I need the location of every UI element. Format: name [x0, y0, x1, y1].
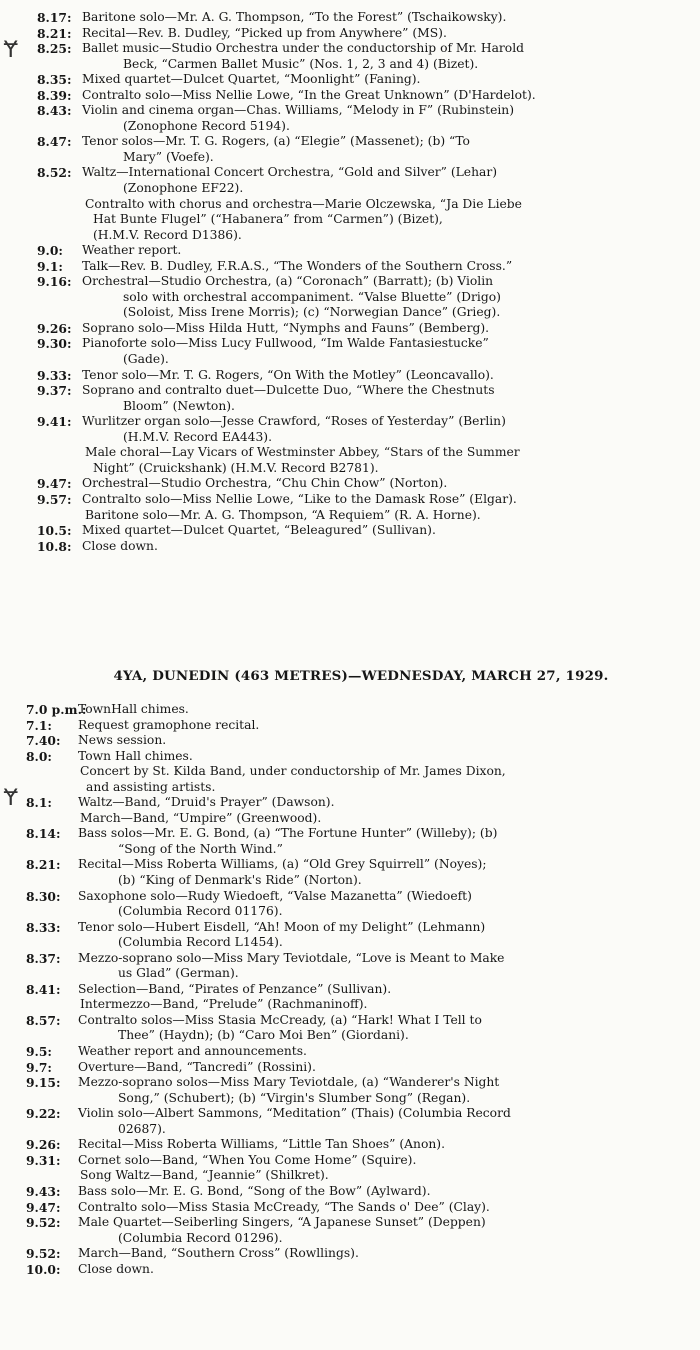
entry-text-line: News session. — [78, 733, 167, 748]
entry-text-line: Soprano solo—Miss Hilda Hutt, “Nymphs and Fauns” (Bemberg). — [82, 320, 490, 335]
entry-description — [78, 749, 692, 765]
programme-entry — [0, 997, 700, 1013]
entry-description — [82, 321, 692, 337]
entry-description — [78, 1246, 692, 1262]
programme-entries — [0, 702, 700, 1277]
entry-time: 9.43: — [26, 1183, 61, 1199]
entry-text-line: TownHall chimes. — [78, 702, 189, 716]
entry-description — [85, 197, 692, 244]
entry-text-line: Mary” (Voefe). — [123, 149, 214, 164]
programme-entry — [0, 508, 700, 524]
entry-text-line: and assisting artists. — [86, 779, 216, 794]
entry-time: 9.41: — [37, 414, 72, 430]
entry-text-line: solo with orchestral accompaniment. “Valse Bluette” (Drigo) — [123, 289, 501, 304]
entry-text-line: (Zonophone Record 5194). — [123, 118, 290, 133]
entry-description — [78, 1075, 692, 1106]
entry-description — [78, 857, 692, 888]
programme-entry — [0, 1153, 700, 1169]
entry-time: 8.21: — [37, 25, 72, 41]
programme-entry — [0, 26, 700, 42]
entry-text-line: Recital—Rev. B. Dudley, “Picked up from Anywhere” (MS). — [82, 25, 447, 40]
entry-text-line: Thee” (Haydn); (b) “Caro Moi Ben” (Giordani). — [118, 1028, 409, 1043]
programme-entry — [0, 718, 700, 734]
programme-entry — [0, 539, 700, 555]
programme-entry — [0, 274, 700, 321]
programme-entry — [0, 1246, 700, 1262]
entry-time: 7.40: — [26, 733, 61, 749]
entry-description — [82, 165, 692, 196]
entry-text-line: (Zonophone EF22). — [123, 181, 244, 196]
programme-entry — [0, 733, 700, 749]
entry-text-line: Concert by St. Kilda Band, under conductorship of Mr. James Dixon, — [80, 764, 506, 779]
entry-time: 9.47: — [37, 476, 72, 492]
entry-description — [80, 764, 692, 795]
entry-description — [80, 1168, 692, 1184]
entry-text-line: Town Hall chimes. — [78, 748, 193, 763]
entry-text-line: Mixed quartet—Dulcet Quartet, “Beleagured” (Sullivan). — [82, 523, 436, 538]
entry-time: 8.43: — [37, 103, 72, 119]
entry-text-line: (b) “King of Denmark's Ride” (Norton). — [118, 873, 362, 888]
entry-time: 8.14: — [26, 826, 61, 842]
entry-description — [78, 795, 692, 811]
entry-description — [82, 41, 692, 72]
entry-text-line: Bass solos—Mr. E. G. Bond, (a) “The Fortune Hunter” (Willeby); (b) — [78, 826, 498, 841]
programme-entry — [0, 826, 700, 857]
entry-text-line: (Columbia Record 01176). — [118, 904, 283, 919]
entry-time: 7.1: — [26, 717, 52, 733]
programme-entry — [0, 243, 700, 259]
station-heading: 4YA, DUNEDIN (463 METRES)—WEDNESDAY, MARCH 27, 1929. — [113, 668, 609, 684]
entry-time: 9.52: — [26, 1246, 61, 1262]
entry-description — [80, 811, 692, 827]
entry-time: 8.41: — [26, 981, 61, 997]
entry-description — [82, 134, 692, 165]
entry-description — [78, 1200, 692, 1216]
entry-time: 9.26: — [26, 1137, 61, 1153]
programme-entry — [0, 1075, 700, 1106]
entry-time: 8.30: — [26, 888, 61, 904]
entry-text-line: Close down. — [78, 1261, 154, 1276]
entry-description — [82, 383, 692, 414]
entry-time: 9.15: — [26, 1075, 61, 1091]
programme-entry — [0, 889, 700, 920]
entry-text-line: (Soloist, Miss Irene Morris); (c) “Norwegian Dance” (Grieg). — [123, 305, 501, 320]
entry-description — [82, 103, 692, 134]
programme-list-dunedin — [0, 668, 700, 1277]
entry-description — [82, 274, 692, 321]
entry-text-line: (Gade). — [123, 352, 169, 367]
entry-time: 8.21: — [26, 857, 61, 873]
programme-entry — [0, 10, 700, 26]
entry-text-line: (H.M.V. Record EA443). — [123, 429, 272, 444]
entry-time: 8.39: — [37, 87, 72, 103]
entry-description — [78, 889, 692, 920]
entry-description — [82, 414, 692, 445]
entry-description — [82, 368, 692, 384]
programme-entry — [0, 1184, 700, 1200]
entry-description — [78, 951, 692, 982]
entry-time: 9.0: — [37, 243, 63, 259]
entry-description — [78, 1013, 692, 1044]
programme-entry — [0, 1168, 700, 1184]
entry-text-line: Male Quartet—Seiberling Singers, “A Japanese Sunset” (Deppen) — [78, 1215, 486, 1230]
entry-text-line: Ballet music—Studio Orchestra under the conductorship of Mr. Harold — [82, 41, 525, 56]
entry-text-line: Orchestral—Studio Orchestra, (a) “Coronach” (Barratt); (b) Violin — [82, 274, 494, 289]
entry-text-line: Violin and cinema organ—Chas. Williams, “Melody in F” (Rubinstein) — [82, 103, 514, 118]
entry-description — [80, 997, 692, 1013]
entry-time: 10.0: — [26, 1261, 61, 1277]
entry-time: 9.1: — [37, 258, 63, 274]
programme-entry — [0, 368, 700, 384]
entry-time: 8.17: — [37, 10, 72, 25]
pencil-tick-mark-icon: Ɏ — [4, 38, 18, 63]
entry-time: 8.57: — [26, 1012, 61, 1028]
programme-entry — [0, 857, 700, 888]
entry-text-line: Mezzo-soprano solo—Miss Mary Teviotdale, “Love is Meant to Make — [78, 950, 505, 965]
programme-entry — [0, 951, 700, 982]
entry-text-line: March—Band, “Southern Cross” (Rowllings). — [78, 1246, 359, 1261]
programme-entry — [0, 259, 700, 275]
entry-description — [78, 1060, 692, 1076]
entry-description — [78, 1044, 692, 1060]
entry-description — [78, 826, 692, 857]
programme-entry — [0, 1215, 700, 1246]
entry-text-line: Mixed quartet—Dulcet Quartet, “Moonlight” (Faning). — [82, 72, 421, 87]
entry-text-line: Bass solo—Mr. E. G. Bond, “Song of the Bow” (Aylward). — [78, 1183, 431, 1198]
entry-text-line: Contralto with chorus and orchestra—Marie Olczewska, “Ja Die Liebe — [85, 196, 522, 211]
entry-text-line: Tenor solo—Hubert Eisdell, “Ah! Moon of my Delight” (Lehmann) — [78, 919, 486, 934]
programme-entry — [0, 702, 700, 718]
entry-description — [82, 243, 692, 259]
entry-description — [82, 336, 692, 367]
entry-text-line: Waltz—International Concert Orchestra, “Gold and Silver” (Lehar) — [82, 165, 498, 180]
entry-text-line: Recital—Miss Roberta Williams, “Little Tan Shoes” (Anon). — [78, 1137, 446, 1152]
entry-text-line: Saxophone solo—Rudy Wiedoeft, “Valse Mazanetta” (Wiedoeft) — [78, 888, 472, 903]
entry-time: 9.37: — [37, 383, 72, 399]
entry-text-line: Hat Bunte Flugel” (“Habanera” from “Carmen”) (Bizet), — [93, 212, 443, 227]
entry-text-line: Recital—Miss Roberta Williams, (a) “Old Grey Squirrell” (Noyes); — [78, 857, 487, 872]
entry-text-line: Weather report and announcements. — [78, 1044, 307, 1059]
programme-entry — [0, 336, 700, 367]
entry-text-line: Selection—Band, “Pirates of Penzance” (Sullivan). — [78, 981, 392, 996]
entry-time: 8.47: — [37, 134, 72, 150]
entry-text-line: Cornet solo—Band, “When You Come Home” (Squire). — [78, 1152, 417, 1167]
entry-description — [78, 733, 692, 749]
entry-time: 8.33: — [26, 919, 61, 935]
entry-time: 9.31: — [26, 1152, 61, 1168]
entry-text-line: Overture—Band, “Tancredi” (Rossini). — [78, 1059, 316, 1074]
entry-description — [82, 10, 692, 26]
entry-text-line: Contralto solo—Miss Nellie Lowe, “In the Great Unknown” (D'Hardelot). — [82, 87, 536, 102]
entry-text-line: Orchestral—Studio Orchestra, “Chu Chin Chow” (Norton). — [82, 476, 448, 491]
entry-time: 9.57: — [37, 491, 72, 507]
entry-time: 10.8: — [37, 538, 72, 554]
entry-text-line: “Song of the North Wind.” — [118, 841, 283, 856]
entry-description — [85, 508, 692, 524]
entry-time: 9.7: — [26, 1059, 52, 1075]
entry-time: 9.16: — [37, 274, 72, 290]
entry-description — [78, 1215, 692, 1246]
entry-text-line: (Columbia Record 01296). — [118, 1230, 283, 1245]
entry-description — [78, 1184, 692, 1200]
entry-time: 9.47: — [26, 1199, 61, 1215]
entry-text-line: Night” (Cruickshank) (H.M.V. Record B2781). — [93, 460, 379, 475]
entry-text-line: Violin solo—Albert Sammons, “Meditation” (Thais) (Columbia Record — [78, 1106, 511, 1121]
programme-entry — [0, 103, 700, 134]
pencil-tick-mark-icon: Ɏ — [4, 786, 18, 811]
entry-text-line: 02687). — [118, 1121, 166, 1136]
entry-time: 9.26: — [37, 320, 72, 336]
programme-entry — [0, 38, 700, 72]
entry-text-line: Song,” (Schubert); (b) “Virgin's Slumber Song” (Regan). — [118, 1090, 471, 1105]
entry-time: 9.30: — [37, 336, 72, 352]
programme-entry — [0, 383, 700, 414]
entry-time: 9.33: — [37, 367, 72, 383]
programme-entry — [0, 920, 700, 951]
entry-text-line: Bloom” (Newton). — [123, 398, 235, 413]
entry-time: 8.52: — [37, 165, 72, 181]
programme-entry — [0, 982, 700, 998]
entry-text-line: (H.M.V. Record D1386). — [93, 227, 242, 242]
entry-text-line: Baritone solo—Mr. A. G. Thompson, “A Requiem” (R. A. Horne). — [85, 507, 481, 522]
entry-description — [82, 259, 692, 275]
programme-entry — [0, 414, 700, 445]
entry-text-line: Weather report. — [82, 243, 182, 258]
programme-entry — [0, 321, 700, 337]
programme-entry — [0, 476, 700, 492]
entry-time: 9.5: — [26, 1044, 52, 1060]
entry-text-line: us Glad” (German). — [118, 966, 239, 981]
entry-description — [82, 476, 692, 492]
entry-time: 8.25: — [37, 41, 72, 57]
entry-text-line: Contralto solos—Miss Stasia McCready, (a) “Hark! What I Tell to — [78, 1012, 482, 1027]
entry-text-line: Contralto solo—Miss Stasia McCready, “The Sands o' Dee” (Clay). — [78, 1199, 490, 1214]
entry-description — [78, 1153, 692, 1169]
entry-text-line: Song Waltz—Band, “Jeannie” (Shilkret). — [80, 1168, 329, 1183]
entry-time: 8.1: — [26, 795, 52, 811]
entry-description — [78, 1106, 692, 1137]
entry-text-line: Tenor solo—Mr. T. G. Rogers, “On With the Motley” (Leoncavallo). — [82, 367, 494, 382]
programme-entry — [0, 445, 700, 476]
entry-text-line: Close down. — [82, 538, 158, 553]
programme-entry — [0, 1060, 700, 1076]
entry-description — [78, 982, 692, 998]
programme-entry — [0, 1013, 700, 1044]
entry-text-line: Soprano and contralto duet—Dulcette Duo, “Where the Chestnuts — [82, 383, 495, 398]
programme-entry — [0, 811, 700, 827]
entry-description — [82, 523, 692, 539]
entry-description — [78, 920, 692, 951]
entry-text-line: Request gramophone recital. — [78, 717, 260, 732]
entry-time: 8.35: — [37, 72, 72, 88]
programme-entry — [0, 197, 700, 244]
entry-text-line: Mezzo-soprano solos—Miss Mary Teviotdale, (a) “Wanderer's Night — [78, 1075, 500, 1090]
entry-text-line: Intermezzo—Band, “Prelude” (Rachmaninoff). — [80, 997, 368, 1012]
entry-description — [85, 445, 692, 476]
entry-time: 8.37: — [26, 950, 61, 966]
entry-text-line: Baritone solo—Mr. A. G. Thompson, “To the Forest” (Tschaikowsky). — [82, 10, 507, 24]
entry-text-line: Waltz—Band, “Druid's Prayer” (Dawson). — [78, 795, 335, 810]
programme-list-continued — [0, 10, 700, 554]
entry-text-line: Male choral—Lay Vicars of Westminster Abbey, “Stars of the Summer — [85, 445, 520, 460]
entry-description — [82, 492, 692, 508]
entry-time: 10.5: — [37, 523, 72, 539]
entry-description — [82, 539, 692, 555]
programme-entry — [0, 523, 700, 539]
programme-entry — [0, 492, 700, 508]
entry-text-line: Tenor solos—Mr. T. G. Rogers, (a) “Elegie” (Massenet); (b) “To — [82, 134, 470, 149]
entry-time: 9.52: — [26, 1215, 61, 1231]
entry-text-line: Wurlitzer organ solo—Jesse Crawford, “Roses of Yesterday” (Berlin) — [82, 414, 506, 429]
entry-text-line: March—Band, “Umpire” (Greenwood). — [80, 810, 322, 825]
entry-time: 9.22: — [26, 1106, 61, 1122]
programme-entry — [0, 1200, 700, 1216]
programme-entry — [0, 1044, 700, 1060]
programme-entry — [0, 749, 700, 765]
programme-entry — [0, 795, 700, 811]
programme-entry — [0, 72, 700, 88]
programme-entry — [0, 134, 700, 165]
entry-time: 7.0 p.m.: — [26, 702, 87, 717]
entry-description — [82, 72, 692, 88]
programme-entry — [0, 1262, 700, 1278]
programme-entry — [0, 1137, 700, 1153]
entry-text-line: (Columbia Record L1454). — [118, 935, 283, 950]
entry-text-line: Beck, “Carmen Ballet Music” (Nos. 1, 2, 3 and 4) (Bizet). — [123, 56, 479, 71]
programme-entry — [0, 764, 700, 795]
entry-description — [78, 1137, 692, 1153]
entry-description — [78, 1262, 692, 1278]
entry-time: 8.0: — [26, 748, 52, 764]
entry-text-line: Contralto solo—Miss Nellie Lowe, “Like to the Damask Rose” (Elgar). — [82, 491, 517, 506]
entry-description — [78, 718, 692, 734]
entry-description — [82, 88, 692, 104]
programme-entry — [0, 1106, 700, 1137]
programme-entry — [0, 165, 700, 196]
entry-description — [78, 702, 692, 718]
entry-text-line: Pianoforte solo—Miss Lucy Fullwood, “Im Walde Fantasiestucke” — [82, 336, 489, 351]
programme-entry — [0, 88, 700, 104]
entry-text-line: Talk—Rev. B. Dudley, F.R.A.S., “The Wonders of the Southern Cross.” — [82, 258, 513, 273]
entry-description — [82, 26, 692, 42]
